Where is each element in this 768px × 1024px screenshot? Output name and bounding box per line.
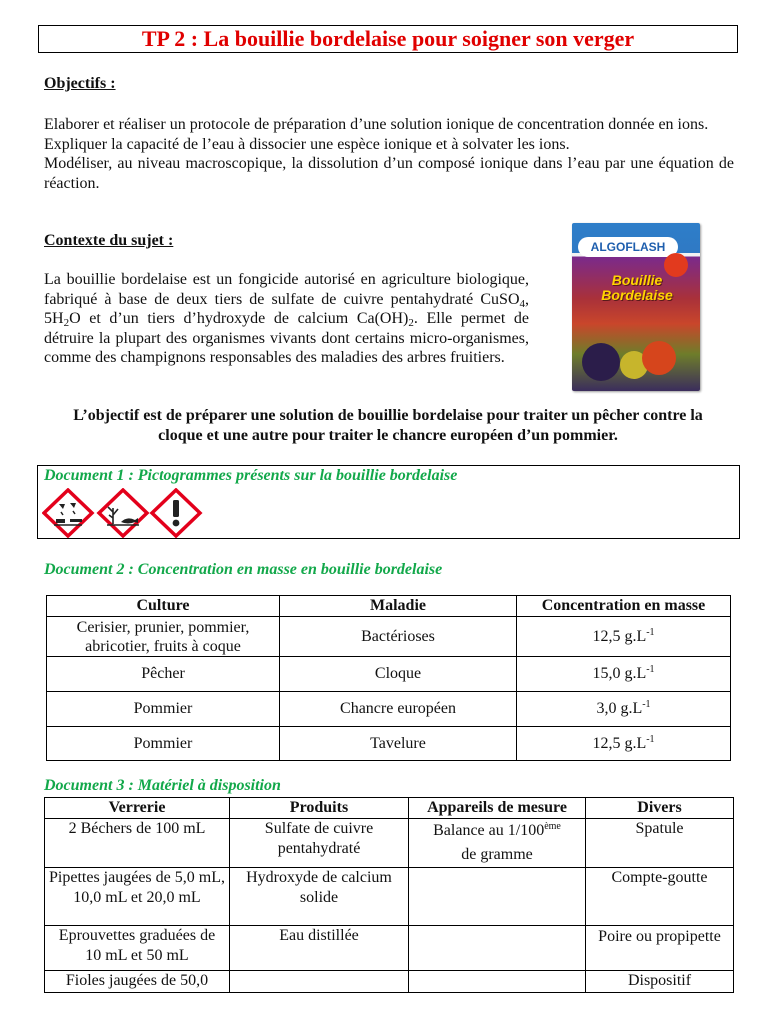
- objective-statement: L’objectif est de préparer une solution de bouillie bordelaise pour traiter un pêcher contre la cloque et une autre pour traiter le chancre européen d’un pommier.: [73, 407, 703, 444]
- cell-concentration: 12,5 $g.L^{-1}$: [517, 617, 731, 657]
- objectif-line-3: Modéliser, au niveau macroscopique, la dissolution d’un composé ionique dans l’eau par une équation de réaction.: [44, 155, 734, 192]
- cell-maladie: Tavelure: [280, 727, 517, 761]
- cell-concentration: 12,5 $g.L^{-1}$: [517, 727, 731, 761]
- column-header-produits: Produits: [230, 798, 409, 819]
- cell-concentration: 15,0 $g.L^{-1}$: [517, 657, 731, 692]
- objectifs-heading: Objectifs :: [44, 75, 116, 92]
- cell-verrerie: Pipettes jaugées de 5,0 mL, 10,0 mL et 20,0 mL: [45, 868, 230, 926]
- cell-maladie: Bactérioses: [280, 617, 517, 657]
- cell-produits: [230, 971, 409, 993]
- cell-appareils: [409, 971, 586, 993]
- cell-appareils: Balance au 1/100ème de gramme: [409, 819, 586, 868]
- materiel-table: [44, 797, 734, 993]
- product-name: Bouillie Bordelaise: [601, 272, 673, 303]
- table-row: [45, 819, 734, 868]
- cell-culture: Pommier: [47, 727, 280, 761]
- cell-verrerie: Fioles jaugées de 50,0: [45, 971, 230, 993]
- cell-produits: Sulfate de cuivre pentahydraté: [230, 819, 409, 868]
- cell-divers: Poire ou propipette: [586, 926, 734, 971]
- exclamation-icon: [152, 490, 200, 536]
- document-3-title: Document 3 : Matériel à disposition: [44, 777, 281, 794]
- cell-culture: Pommier: [47, 692, 280, 727]
- cell-verrerie: 2 Béchers de 100 mL: [45, 819, 230, 868]
- product-fruit-graphic: [582, 343, 620, 381]
- concentration-table: [46, 595, 731, 761]
- contexte-heading: Contexte du sujet :: [44, 232, 174, 249]
- table-row: [45, 971, 734, 993]
- objectifs-list: [44, 115, 734, 193]
- column-header-divers: Divers: [586, 798, 734, 819]
- page-title: TP 2 : La bouillie bordelaise pour soigner son verger: [38, 25, 738, 53]
- corrosion-icon: [44, 490, 92, 536]
- cell-divers: Compte-goutte: [586, 868, 734, 926]
- environment-hazard-icon: [99, 490, 147, 536]
- document-2-title: Document 2 : Concentration en masse en bouillie bordelaise: [44, 561, 443, 578]
- table-row: [47, 692, 731, 727]
- cell-appareils: [409, 926, 586, 971]
- pictogram-row: [42, 488, 204, 538]
- table-header-row: [45, 798, 734, 819]
- table-row: [47, 617, 731, 657]
- column-header-culture: Culture: [47, 596, 280, 617]
- column-header-verrerie: Verrerie: [45, 798, 230, 819]
- cell-produits: Eau distillée: [230, 926, 409, 971]
- cell-divers: Dispositif: [586, 971, 734, 993]
- cell-produits: Hydroxyde de calcium solide: [230, 868, 409, 926]
- cell-verrerie: Eprouvettes graduées de 10 mL et 50 mL: [45, 926, 230, 971]
- column-header-concentration: Concentration en masse: [517, 596, 731, 617]
- cell-maladie: Cloque: [280, 657, 517, 692]
- product-fruit-graphic: [642, 341, 676, 375]
- cell-divers: Spatule: [586, 819, 734, 868]
- cell-culture: Pêcher: [47, 657, 280, 692]
- column-header-appareils: Appareils de mesure: [409, 798, 586, 819]
- objectif-line-1: Elaborer et réaliser un protocole de préparation d’une solution ionique de concentration donnée en ions.: [44, 116, 709, 133]
- table-row: [47, 727, 731, 761]
- cell-appareils: [409, 868, 586, 926]
- product-brand: ALGOFLASH: [578, 237, 678, 257]
- table-header-row: [47, 596, 731, 617]
- contexte-paragraph: La bouillie bordelaise est un fongicide autorisé en agriculture biologique, fabriqué à base de deux tiers de sulfate de cuivre pentahydraté CuSO$_4$, $5H_2O$ et d’un tiers d’hydroxyde de calcium $Ca(OH)_2$. Elle permet de détruire la plupart des organismes vivants dont certains micro-organismes, comme des champignons responsables des maladies des arbres fruitiers.: [44, 271, 530, 366]
- cell-culture: Cerisier, prunier, pommier, abricotier, fruits à coque: [47, 617, 280, 657]
- document-1-title: Document 1 : Pictogrammes présents sur la bouillie bordelaise: [44, 467, 458, 484]
- table-row: [45, 926, 734, 971]
- cell-concentration: 3,0 $g.L^{-1}$: [517, 692, 731, 727]
- table-row: [47, 657, 731, 692]
- objectif-line-2: Expliquer la capacité de l’eau à dissocier une espèce ionique et à solvater les ions.: [44, 135, 570, 153]
- cell-maladie: Chancre européen: [280, 692, 517, 727]
- product-image: [572, 223, 700, 391]
- column-header-maladie: Maladie: [280, 596, 517, 617]
- table-row: [45, 868, 734, 926]
